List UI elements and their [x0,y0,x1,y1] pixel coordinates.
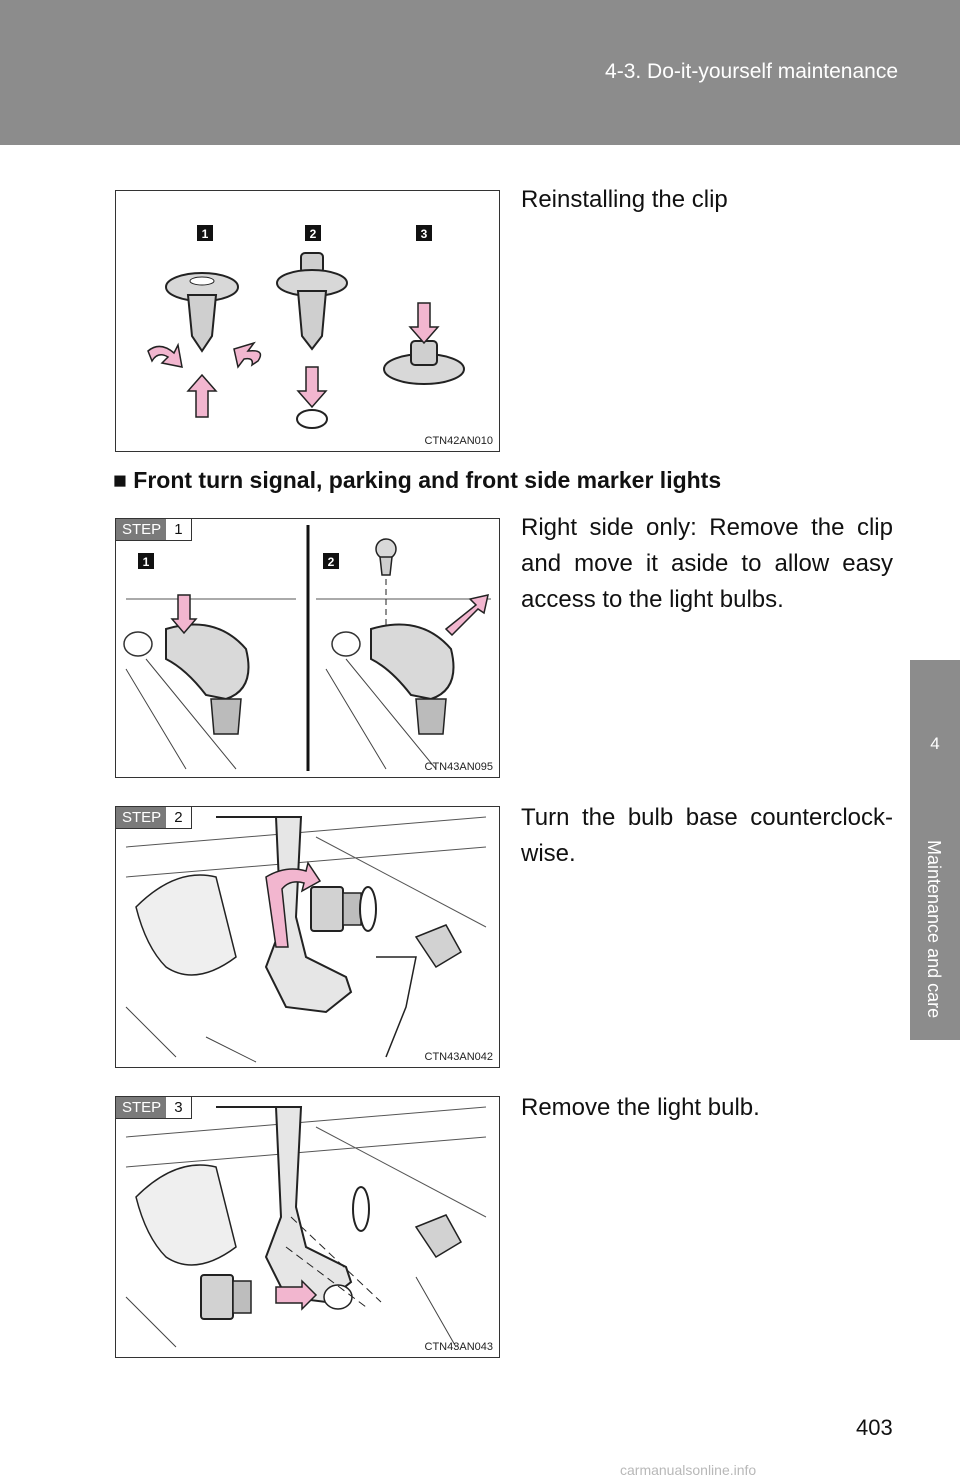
step2-drawing [116,807,499,1067]
svg-text:2: 2 [309,227,317,241]
step1-illustration [115,518,500,778]
step-number: 1 [166,519,190,540]
step2-text: Turn the bulb base counterclock-wise. [521,804,893,867]
step-label: STEP [116,519,166,540]
step-label: STEP [116,807,166,828]
marker-1 [197,225,213,241]
step-number: 3 [166,1097,190,1118]
step-number: 2 [166,807,190,828]
page-number: 403 [856,1415,893,1440]
chapter-label: Maintenance and care [924,840,944,1019]
chapter-tab [910,660,960,1040]
svg-text:2: 2 [327,555,335,569]
svg-text:3: 3 [420,227,428,241]
step3-illustration [115,1096,500,1358]
chapter-number: 4 [930,734,940,753]
step2-illustration [115,806,500,1068]
figure-code: CTN42AN010 [424,435,493,447]
svg-text:1: 1 [142,555,150,569]
step1-text: Right side only: Remove the clip and move it aside to allow easy access to the light bulbs. [521,514,893,613]
step-badge [116,1097,192,1119]
section-title: 4-3. Do-it-yourself maintenance [605,60,898,83]
section-subheading: ■ Front turn signal, parking and front side marker lights [113,467,722,493]
figure-code: CTN43AN043 [424,1341,493,1353]
marker-1 [138,553,154,569]
step-badge [116,519,192,541]
step3-text: Remove the light bulb. [521,1094,760,1121]
step-label: STEP [116,1097,166,1118]
marker-2 [323,553,339,569]
figure-code: CTN43AN095 [424,761,493,773]
figure-code: CTN43AN042 [424,1051,493,1063]
step1-drawing [116,519,499,777]
marker-3 [416,225,432,241]
figure1-caption: Reinstalling the clip [521,186,728,213]
marker-2 [305,225,321,241]
clip-illustration [115,190,500,452]
watermark: carmanualsonline.info [620,1462,757,1478]
svg-text:1: 1 [201,227,209,241]
clip-drawing [116,191,499,451]
page-header [0,0,960,145]
step-badge [116,807,192,829]
step3-drawing [116,1097,499,1357]
